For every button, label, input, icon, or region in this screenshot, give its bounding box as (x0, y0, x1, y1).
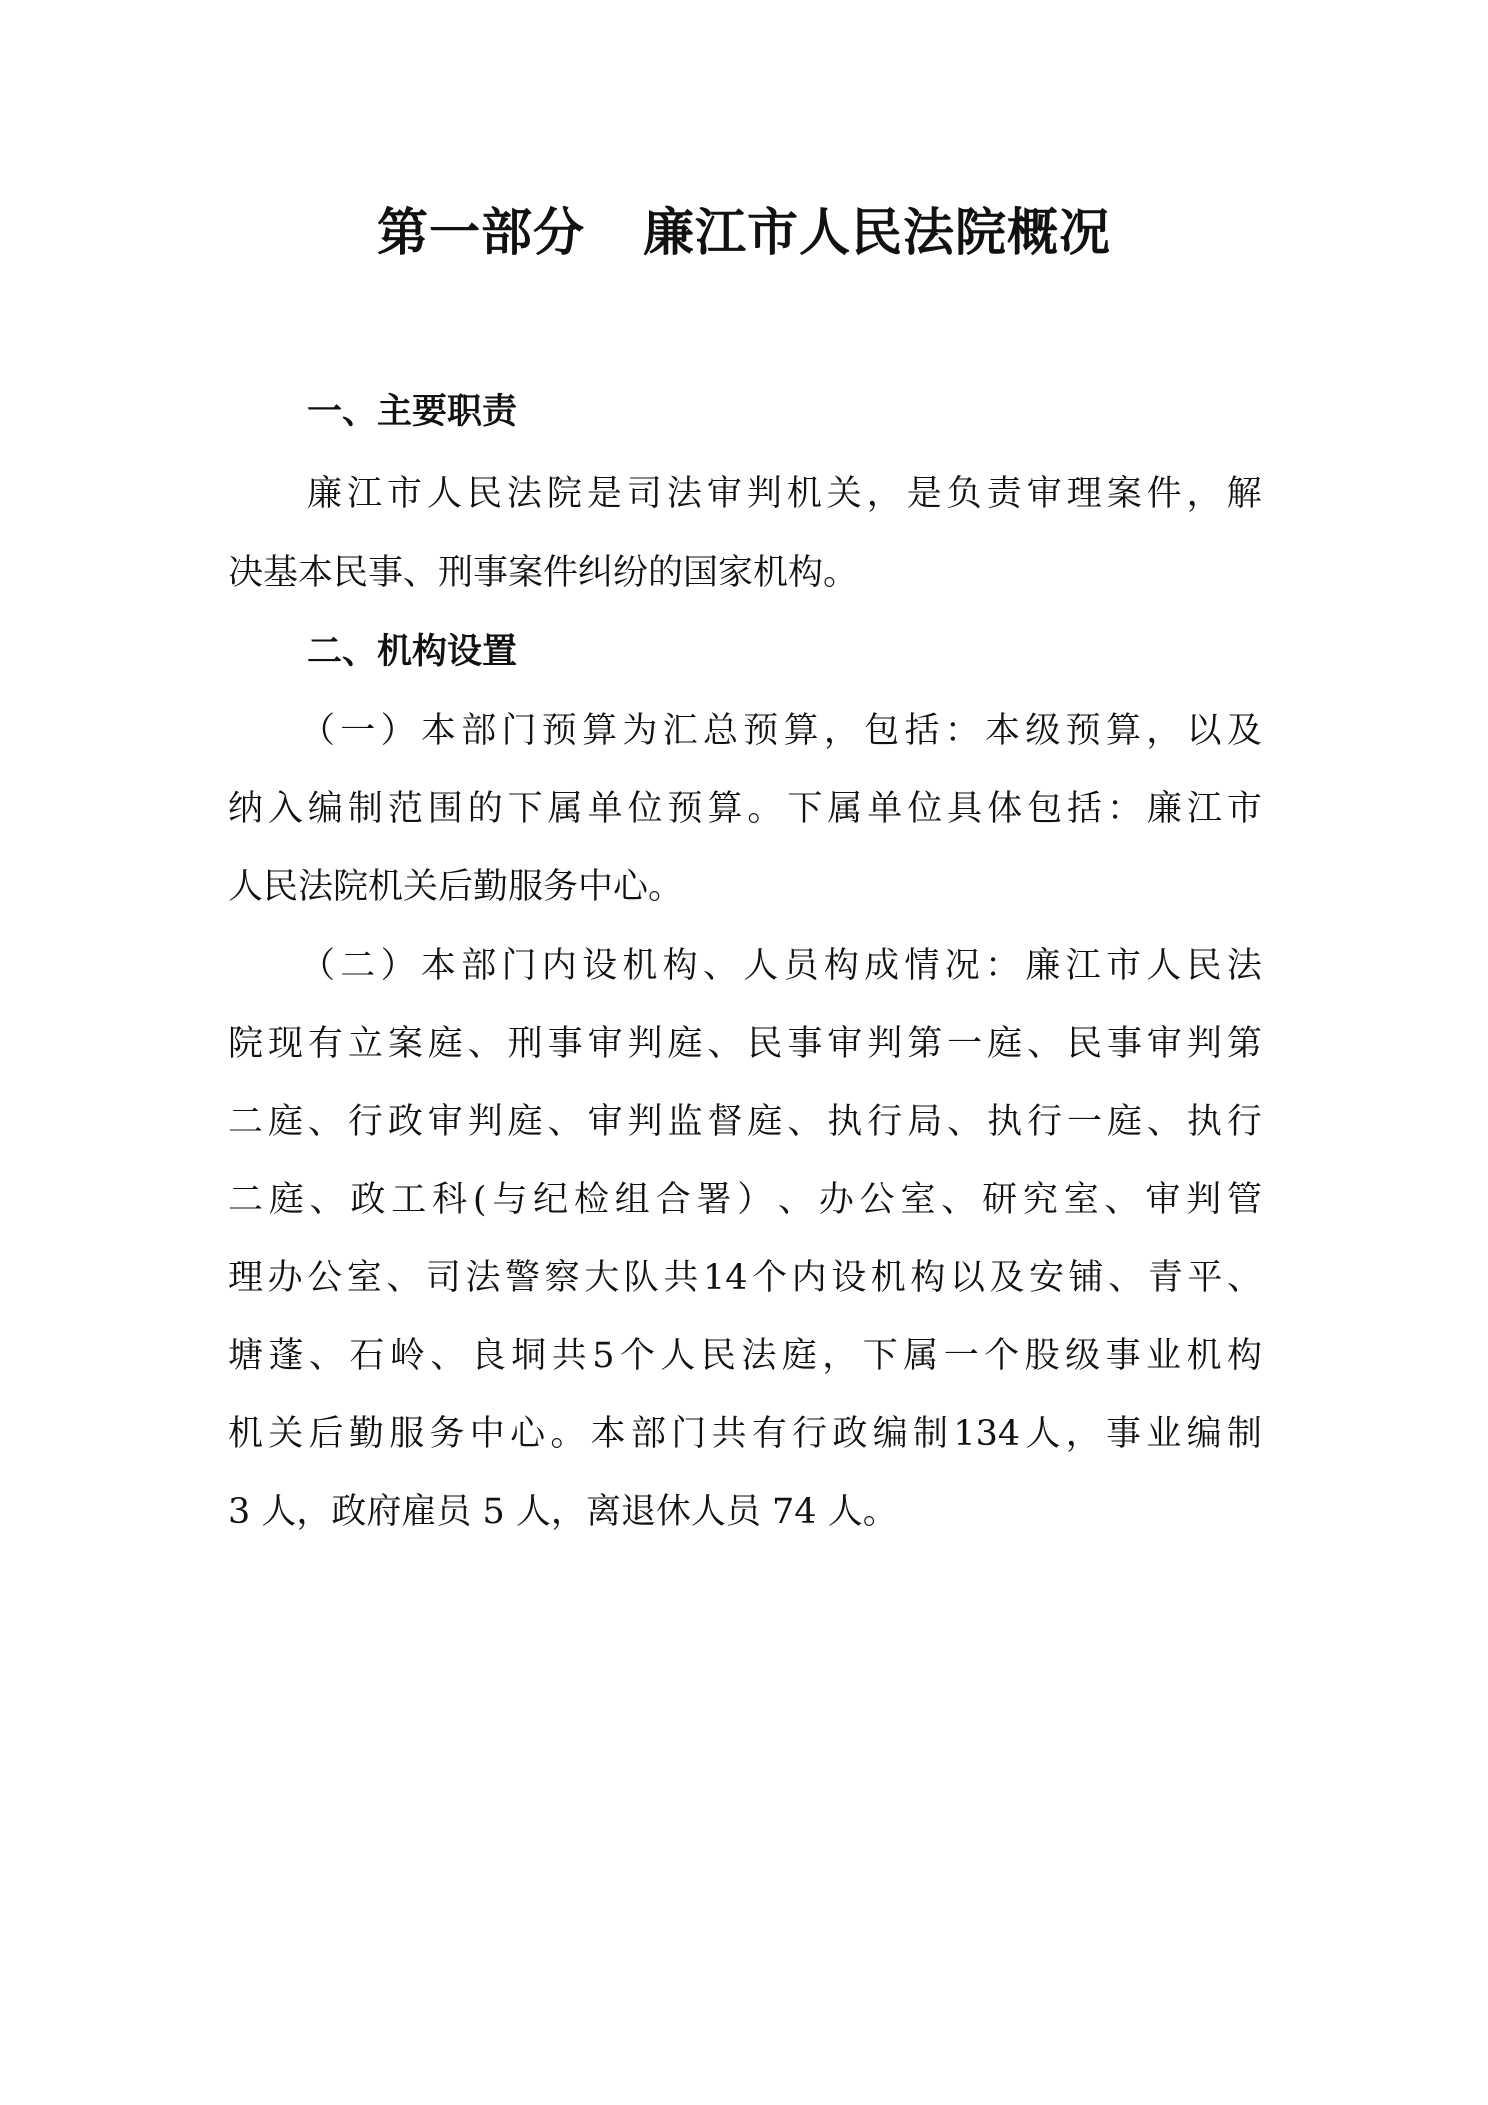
line-char: 属 (903, 1336, 939, 1376)
line-char: 铺 (1068, 1258, 1104, 1298)
line-char: 审 (427, 1102, 463, 1142)
line-char: 务 (429, 1414, 465, 1454)
line-char: ） (737, 1180, 773, 1220)
line-char: 预 (1065, 711, 1101, 751)
line-char: 个 (752, 1258, 788, 1298)
line-char: 一 (943, 1336, 979, 1376)
line-char: 事 (547, 1024, 583, 1064)
line-char: 庭 (267, 1102, 303, 1142)
line-char: 预 (743, 711, 779, 751)
line-char: 机 (870, 1258, 906, 1298)
line-char: 判 (1186, 1180, 1222, 1220)
line-char: 5 (592, 1336, 615, 1376)
line-char: （ (300, 946, 336, 986)
line-char: 人 (1025, 1414, 1061, 1454)
line-char: 员 (783, 946, 819, 986)
line-char: 关 (268, 1414, 304, 1454)
line-char: 级 (1025, 711, 1061, 751)
line-char: 判 (467, 1102, 503, 1142)
line-char: ， (823, 711, 859, 751)
line-char: 本 (420, 711, 456, 751)
budget-line: 人民法院机关后勤服务中心。 (228, 867, 684, 907)
line-char: 执 (987, 1102, 1023, 1142)
line-char: 案 (387, 1024, 423, 1064)
line-char: 共 (551, 1336, 587, 1376)
line-char: 审 (587, 1102, 623, 1142)
line-char: 单 (587, 789, 623, 829)
line-char: 机 (622, 946, 658, 986)
line-char: 一 (1067, 1102, 1103, 1142)
line-char: 江 (1186, 789, 1222, 829)
line-char: 民 (700, 1336, 736, 1376)
line-char: 、 (702, 946, 738, 986)
line-char: 室 (1063, 1180, 1099, 1220)
line-char: 解 (1226, 474, 1262, 514)
line-char: 判 (627, 1024, 663, 1064)
line-char: 算 (783, 711, 819, 751)
line-char: 塘 (228, 1336, 264, 1376)
line-char: 法 (506, 474, 542, 514)
line-char: 范 (387, 789, 423, 829)
line-char: 134 (953, 1414, 1021, 1454)
line-char: 共 (663, 1258, 699, 1298)
line-char: 、 (467, 1024, 503, 1064)
line-char: 、 (778, 1180, 814, 1220)
line-char: 个 (619, 1336, 655, 1376)
line-char: 事 (1106, 1414, 1142, 1454)
line-char: 督 (707, 1102, 743, 1142)
line-char: 部 (461, 711, 497, 751)
line-char: 人 (743, 946, 779, 986)
line-char: 局 (907, 1102, 943, 1142)
line-char: 、 (707, 1024, 743, 1064)
line-char: 、 (1104, 1180, 1140, 1220)
line-char: 况 (944, 946, 980, 986)
line-char: 判 (867, 1024, 903, 1064)
line-char: 民 (1067, 1024, 1103, 1064)
line-char: 现 (267, 1024, 303, 1064)
line-char: 属 (827, 789, 863, 829)
line-char: 市 (386, 474, 422, 514)
line-char: 行 (792, 1414, 828, 1454)
line-char: 内 (791, 1258, 827, 1298)
line-char: 关 (826, 474, 862, 514)
line-char: ： (1106, 789, 1142, 829)
line-char: 、 (1226, 1258, 1262, 1298)
line-char: ， (1065, 1414, 1101, 1454)
line-char: 队 (623, 1258, 659, 1298)
line-char: 制 (913, 1414, 949, 1454)
line-char: 审 (587, 1024, 623, 1064)
line-char: 本 (985, 711, 1021, 751)
line-char: 署 (696, 1180, 732, 1220)
line-char: 14 (702, 1258, 748, 1298)
budget-line (228, 784, 1262, 834)
line-char: 。 (550, 1414, 586, 1454)
line-char: 包 (1027, 789, 1063, 829)
line-char: 组 (614, 1180, 650, 1220)
line-char: 二 (228, 1180, 264, 1220)
line-char: 设 (831, 1258, 867, 1298)
line-char: 、 (1108, 1258, 1144, 1298)
line-char: 。 (747, 789, 783, 829)
line-char: 件 (1146, 474, 1182, 514)
line-char: 庭 (667, 1024, 703, 1064)
line-char: 审 (706, 474, 742, 514)
line-char: ） (380, 946, 416, 986)
line-char: 构 (662, 946, 698, 986)
line-char: 、 (941, 1180, 977, 1220)
line-char: 责 (986, 474, 1022, 514)
line-char: 预 (667, 789, 703, 829)
line-char: 刑 (507, 1024, 543, 1064)
line-char: 安 (1029, 1258, 1065, 1298)
line-char: 蓬 (268, 1336, 304, 1376)
line-char: 部 (630, 1414, 666, 1454)
line-char: 预 (541, 711, 577, 751)
line-char: 庭 (987, 1024, 1023, 1064)
line-char: 市 (1105, 946, 1141, 986)
structure-line (228, 1019, 1262, 1069)
line-char: 管 (1226, 1180, 1262, 1220)
line-char: 成 (864, 946, 900, 986)
line-char: 中 (469, 1414, 505, 1454)
line-char: 、 (307, 1102, 343, 1142)
line-char: 人 (426, 474, 462, 514)
line-char: 事 (1105, 1336, 1141, 1376)
line-char: 个 (984, 1336, 1020, 1376)
structure-line (228, 1409, 1262, 1459)
line-char: 位 (627, 789, 663, 829)
line-char: 有 (307, 1024, 343, 1064)
line-char: 审 (827, 1024, 863, 1064)
structure-line (228, 1253, 1262, 1303)
line-char: 判 (627, 1102, 663, 1142)
line-char: ， (866, 474, 902, 514)
line-char: 下 (862, 1336, 898, 1376)
line-char: 的 (467, 789, 503, 829)
line-char: 廉 (307, 474, 343, 514)
line-char: 机 (786, 474, 822, 514)
line-char: 单 (867, 789, 903, 829)
line-char: 二 (228, 1102, 264, 1142)
line-char: 是 (906, 474, 942, 514)
line-char: 纳 (228, 789, 264, 829)
line-char: 室 (346, 1258, 382, 1298)
line-char: 法 (741, 1336, 777, 1376)
line-char: 执 (827, 1102, 863, 1142)
line-char: 勤 (348, 1414, 384, 1454)
line-char: 办 (267, 1258, 303, 1298)
line-char: 察 (544, 1258, 580, 1298)
line-char: 纪 (533, 1180, 569, 1220)
line-char: 市 (1226, 789, 1262, 829)
line-char: 庭 (781, 1336, 817, 1376)
line-char: 判 (1186, 1024, 1222, 1064)
structure-line: 3 人，政府雇员 5 人，离退休人员 74 人。 (228, 1492, 898, 1532)
line-char: 立 (347, 1024, 383, 1064)
line-char: 合 (655, 1180, 691, 1220)
line-char: 股 (1024, 1336, 1060, 1376)
line-char: 负 (946, 474, 982, 514)
line-char: 、 (787, 1102, 823, 1142)
line-char: 民 (1186, 946, 1222, 986)
line-char: 制 (347, 789, 383, 829)
line-char: 庭 (507, 1102, 543, 1142)
line-char: 设 (582, 946, 618, 986)
line-char: 一 (340, 711, 376, 751)
line-char: ， (822, 1336, 858, 1376)
line-char: 警 (505, 1258, 541, 1298)
line-char: 究 (1022, 1180, 1058, 1220)
line-char: 监 (667, 1102, 703, 1142)
line-char: 业 (1146, 1336, 1182, 1376)
line-char: 制 (1226, 1414, 1262, 1454)
line-char: 下 (787, 789, 823, 829)
line-char: 、 (1146, 1102, 1182, 1142)
line-char: 级 (1065, 1336, 1101, 1376)
line-char: 审 (1146, 1024, 1182, 1064)
title-part: 第一部分 (376, 203, 585, 263)
line-char: 审 (1026, 474, 1062, 514)
line-char: 事 (787, 1024, 823, 1064)
line-char: 工 (391, 1180, 427, 1220)
line-char: 业 (1146, 1414, 1182, 1454)
line-char: 民 (466, 474, 502, 514)
line-char: 门 (671, 1414, 707, 1454)
line-char: 良 (470, 1336, 506, 1376)
page-title (0, 198, 1488, 268)
line-char: 本 (420, 946, 456, 986)
line-char: 民 (747, 1024, 783, 1064)
line-char: 具 (947, 789, 983, 829)
line-char: 共 (711, 1414, 747, 1454)
line-char: 理 (1066, 474, 1102, 514)
line-char: 二 (340, 946, 376, 986)
line-char: 情 (904, 946, 940, 986)
line-char: 围 (427, 789, 463, 829)
line-char: 心 (510, 1414, 546, 1454)
line-char: 、 (308, 1336, 344, 1376)
line-char: 执 (1186, 1102, 1222, 1142)
line-char: 、 (430, 1336, 466, 1376)
duties-line (307, 469, 1262, 519)
line-char: 院 (228, 1024, 264, 1064)
line-char: 岭 (389, 1336, 425, 1376)
line-char: 下 (507, 789, 543, 829)
line-char: 江 (1065, 946, 1101, 986)
line-char: 、 (386, 1258, 422, 1298)
line-char: 括 (1067, 789, 1103, 829)
line-char: 、 (547, 1102, 583, 1142)
line-char: ( (472, 1180, 487, 1220)
line-char: 机 (1186, 1336, 1222, 1376)
line-char: 及 (989, 1258, 1025, 1298)
line-char: 庭 (747, 1102, 783, 1142)
line-char: 为 (622, 711, 658, 751)
line-char: 司 (425, 1258, 461, 1298)
line-char: 室 (900, 1180, 936, 1220)
line-char: 庭 (1106, 1102, 1142, 1142)
line-char: 政 (387, 1102, 423, 1142)
line-char: 以 (1186, 711, 1222, 751)
line-char: ： (985, 946, 1021, 986)
line-char: 编 (872, 1414, 908, 1454)
line-char: 体 (987, 789, 1023, 829)
line-char: 垌 (511, 1336, 547, 1376)
line-char: 研 (982, 1180, 1018, 1220)
duties-line: 决基本民事、刑事案件纠纷的国家机构。 (228, 553, 859, 593)
line-char: 庭 (268, 1180, 304, 1220)
line-char: 科 (432, 1180, 468, 1220)
line-char: 构 (910, 1258, 946, 1298)
line-char: 总 (702, 711, 738, 751)
line-char: 、 (947, 1102, 983, 1142)
line-char: 编 (1186, 1414, 1222, 1454)
line-char: 政 (350, 1180, 386, 1220)
line-char: 平 (1187, 1258, 1223, 1298)
line-char: ： (944, 711, 980, 751)
line-char: 廉 (1025, 946, 1061, 986)
line-char: 行 (347, 1102, 383, 1142)
line-char: 行 (1027, 1102, 1063, 1142)
structure-line (300, 941, 1262, 991)
line-char: 括 (904, 711, 940, 751)
line-char: 政 (832, 1414, 868, 1454)
line-char: 廉 (1146, 789, 1182, 829)
line-char: 第 (1226, 1024, 1262, 1064)
line-char: 庭 (427, 1024, 463, 1064)
line-char: 位 (907, 789, 943, 829)
line-char: 人 (660, 1336, 696, 1376)
line-char: 编 (307, 789, 343, 829)
budget-line (300, 706, 1262, 756)
line-char: 公 (859, 1180, 895, 1220)
line-char: 属 (547, 789, 583, 829)
section-heading-duties: 一、主要职责 (307, 392, 518, 432)
line-char: 部 (461, 946, 497, 986)
line-char: 、 (1027, 1024, 1063, 1064)
line-char: 事 (1106, 1024, 1142, 1064)
line-char: 行 (1226, 1102, 1262, 1142)
line-char: 包 (864, 711, 900, 751)
line-char: 大 (584, 1258, 620, 1298)
line-char: 门 (501, 711, 537, 751)
line-char: 案 (1106, 474, 1142, 514)
line-char: 构 (823, 946, 859, 986)
line-char: 算 (707, 789, 743, 829)
line-char: ） (380, 711, 416, 751)
line-char: 机 (228, 1414, 264, 1454)
title-name: 廉江市人民法院概况 (643, 203, 1112, 263)
line-char: 办 (818, 1180, 854, 1220)
line-char: 判 (746, 474, 782, 514)
line-char: 算 (582, 711, 618, 751)
line-char: 、 (309, 1180, 345, 1220)
line-char: ， (1146, 711, 1182, 751)
line-char: 审 (1145, 1180, 1181, 1220)
structure-line (228, 1097, 1262, 1147)
line-char: 石 (349, 1336, 385, 1376)
line-char: 本 (590, 1414, 626, 1454)
line-char: 后 (308, 1414, 344, 1454)
line-char: 检 (573, 1180, 609, 1220)
line-char: 汇 (662, 711, 698, 751)
line-char: 门 (501, 946, 537, 986)
line-char: ， (1186, 474, 1222, 514)
line-char: 一 (947, 1024, 983, 1064)
line-char: 人 (1146, 946, 1182, 986)
line-char: 及 (1226, 711, 1262, 751)
line-char: 司 (626, 474, 662, 514)
line-char: 是 (586, 474, 622, 514)
line-char: 法 (666, 474, 702, 514)
line-char: 内 (541, 946, 577, 986)
line-char: 江 (346, 474, 382, 514)
line-char: 法 (465, 1258, 501, 1298)
line-char: 构 (1226, 1336, 1262, 1376)
section-heading-organization: 二、机构设置 (307, 632, 518, 672)
line-char: 算 (1105, 711, 1141, 751)
line-char: 公 (307, 1258, 343, 1298)
line-char: （ (300, 711, 336, 751)
structure-line (228, 1331, 1262, 1381)
line-char: 入 (267, 789, 303, 829)
line-char: 青 (1147, 1258, 1183, 1298)
line-char: 院 (546, 474, 582, 514)
line-char: 法 (1226, 946, 1262, 986)
line-char: 以 (949, 1258, 985, 1298)
line-char: 服 (389, 1414, 425, 1454)
line-char: 理 (228, 1258, 264, 1298)
line-char: 有 (751, 1414, 787, 1454)
line-char: 与 (492, 1180, 528, 1220)
structure-line (228, 1175, 1262, 1225)
line-char: 行 (867, 1102, 903, 1142)
line-char: 第 (907, 1024, 943, 1064)
